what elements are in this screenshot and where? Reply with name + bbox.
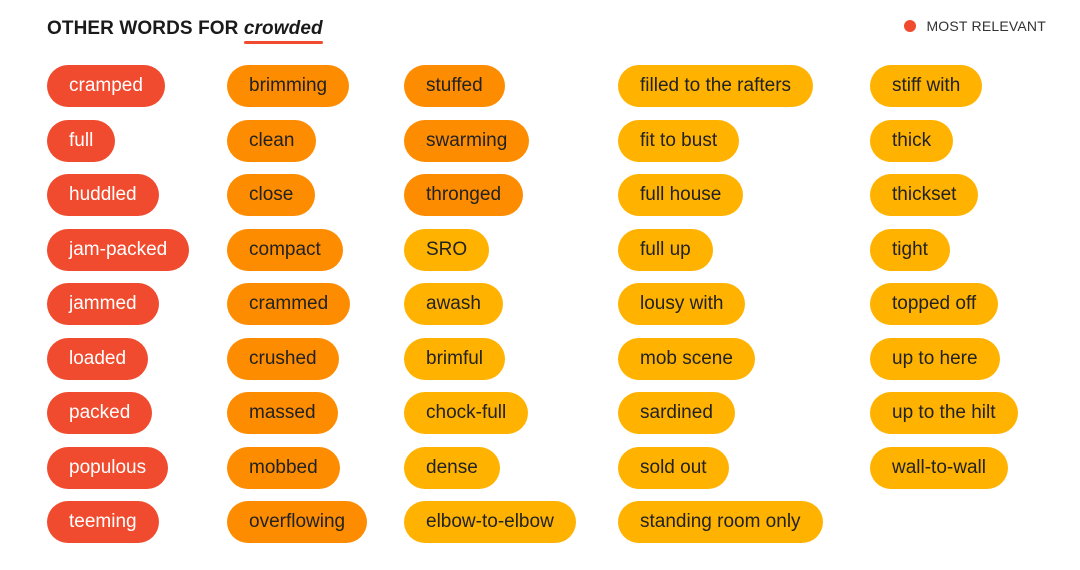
- synonym-pill[interactable]: populous: [47, 447, 168, 489]
- synonym-pill[interactable]: overflowing: [227, 501, 367, 543]
- synonym-pill[interactable]: dense: [404, 447, 500, 489]
- synonym-pill[interactable]: compact: [227, 229, 343, 271]
- title-headword: crowded: [243, 18, 323, 39]
- section-title: [47, 18, 323, 40]
- synonym-pill[interactable]: brimming: [227, 65, 349, 107]
- synonym-pill[interactable]: huddled: [47, 174, 159, 216]
- synonym-pill[interactable]: tight: [870, 229, 950, 271]
- synonym-pill[interactable]: thronged: [404, 174, 523, 216]
- synonym-pill[interactable]: mob scene: [618, 338, 755, 380]
- synonym-pill[interactable]: full up: [618, 229, 713, 271]
- synonym-pill[interactable]: jam-packed: [47, 229, 189, 271]
- synonym-pill[interactable]: cramped: [47, 65, 165, 107]
- synonym-pill[interactable]: crushed: [227, 338, 339, 380]
- synonym-pill[interactable]: wall-to-wall: [870, 447, 1008, 489]
- synonym-pill[interactable]: full house: [618, 174, 743, 216]
- legend-label: MOST RELEVANT: [926, 18, 1046, 34]
- synonym-pill[interactable]: stiff with: [870, 65, 982, 107]
- synonym-pill[interactable]: sardined: [618, 392, 735, 434]
- synonym-pill[interactable]: up to the hilt: [870, 392, 1018, 434]
- synonym-pill[interactable]: crammed: [227, 283, 350, 325]
- synonym-pill[interactable]: topped off: [870, 283, 998, 325]
- synonym-pill[interactable]: close: [227, 174, 315, 216]
- synonym-pill[interactable]: chock-full: [404, 392, 528, 434]
- synonym-pill[interactable]: stuffed: [404, 65, 505, 107]
- synonym-pill[interactable]: full: [47, 120, 115, 162]
- synonym-pill[interactable]: swarming: [404, 120, 529, 162]
- synonym-pill[interactable]: filled to the rafters: [618, 65, 813, 107]
- synonym-pill[interactable]: mobbed: [227, 447, 340, 489]
- synonym-pill[interactable]: SRO: [404, 229, 489, 271]
- synonyms-header: [47, 18, 1046, 48]
- synonym-pill[interactable]: brimful: [404, 338, 505, 380]
- synonym-pill[interactable]: massed: [227, 392, 338, 434]
- synonym-pill[interactable]: awash: [404, 283, 503, 325]
- synonym-pill[interactable]: standing room only: [618, 501, 823, 543]
- synonym-pill[interactable]: jammed: [47, 283, 159, 325]
- synonym-pill[interactable]: thickset: [870, 174, 978, 216]
- synonym-pill[interactable]: lousy with: [618, 283, 745, 325]
- synonym-pill[interactable]: fit to bust: [618, 120, 739, 162]
- title-prefix: OTHER WORDS FOR: [47, 18, 244, 39]
- synonym-pill[interactable]: clean: [227, 120, 316, 162]
- synonym-pill[interactable]: loaded: [47, 338, 148, 380]
- relevance-legend: [904, 18, 1046, 34]
- synonym-pill[interactable]: thick: [870, 120, 953, 162]
- synonym-pill[interactable]: elbow-to-elbow: [404, 501, 576, 543]
- synonym-pill[interactable]: sold out: [618, 447, 729, 489]
- relevance-dot-icon: [904, 20, 916, 32]
- synonym-pill[interactable]: up to here: [870, 338, 1000, 380]
- synonym-pill[interactable]: teeming: [47, 501, 159, 543]
- synonym-pill[interactable]: packed: [47, 392, 152, 434]
